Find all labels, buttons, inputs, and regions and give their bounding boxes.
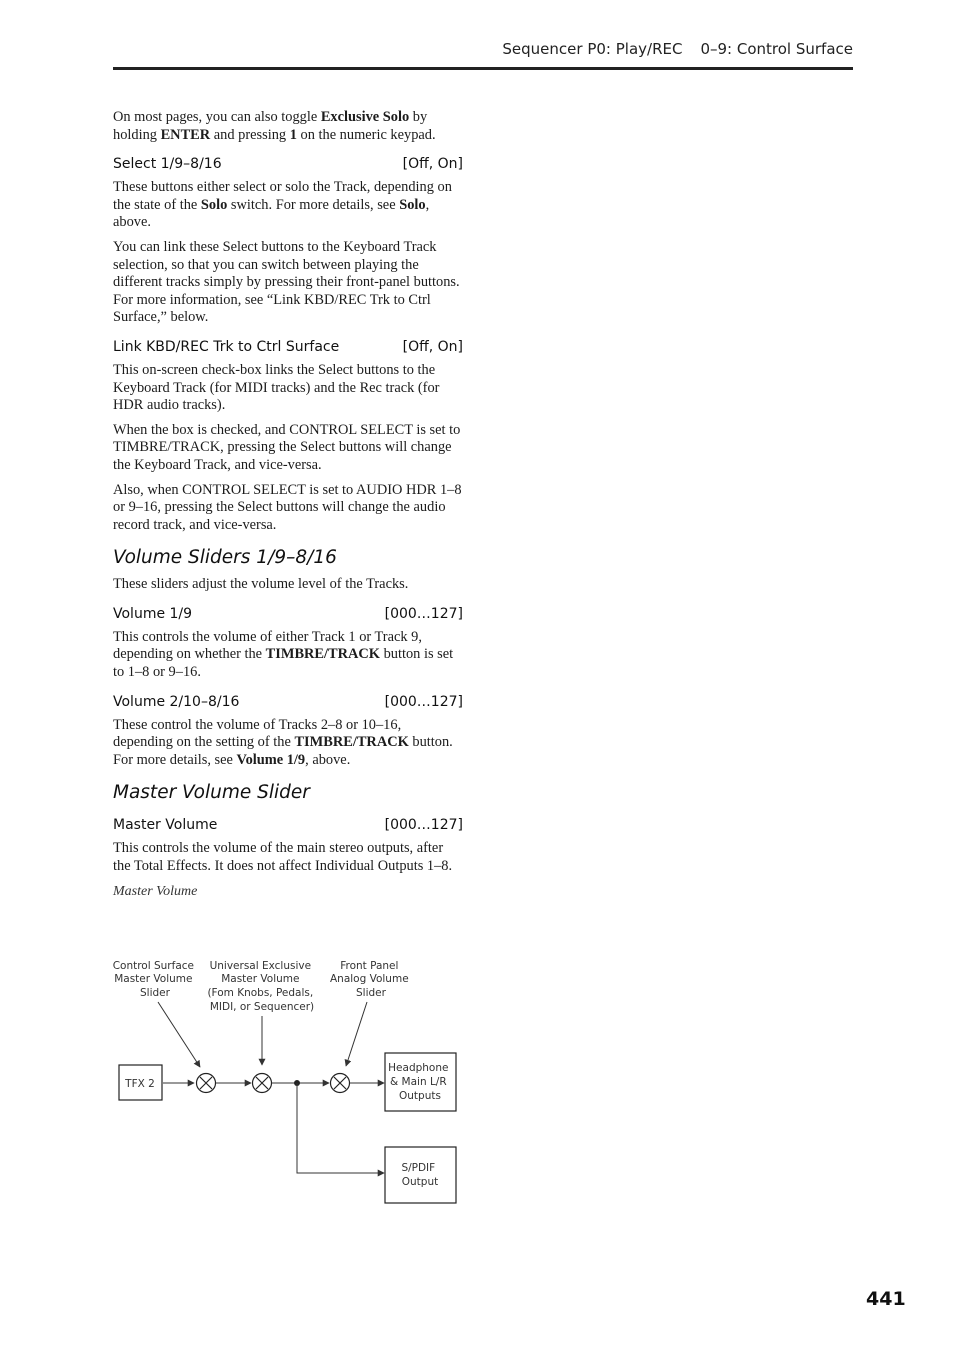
param-volume-2-10 xyxy=(113,694,463,711)
intro-paragraph: On most pages, you can also toggle Exclusive Solo by holding ENTER and pressing 1 on the numeric keypad. xyxy=(113,109,436,143)
heading-volume-sliders: Volume Sliders 1/9–8/16 xyxy=(113,547,337,569)
param-name: Volume 1/9 xyxy=(113,605,193,622)
spdif-output-box xyxy=(385,1147,456,1203)
multiplier-3 xyxy=(331,1074,350,1093)
header-rule xyxy=(113,67,853,70)
param-master-volume xyxy=(113,817,463,834)
header-section: Sequencer P0: Play/REC xyxy=(502,40,683,58)
arrow-control-surface xyxy=(158,1002,200,1067)
param-name: Volume 2/10–8/16 xyxy=(113,693,240,710)
text-column xyxy=(113,109,463,900)
figure-caption: Master Volume xyxy=(113,883,198,899)
spdif-branch-line xyxy=(297,1083,384,1173)
multiplier-2 xyxy=(253,1074,272,1093)
param-select xyxy=(113,156,463,173)
param-range: [Off, On] xyxy=(402,338,463,355)
multiplier-1 xyxy=(197,1074,216,1093)
param-range: [000…127] xyxy=(384,605,463,622)
param-range: [000…127] xyxy=(384,693,463,710)
master-volume-diagram xyxy=(113,950,473,1210)
volume-2-10-paragraph: These control the volume of Tracks 2–8 or 10–16, depending on the setting of the TIMBRE/TRACK button. For more details, see Volume 1/9, above. xyxy=(113,716,453,768)
volume-1-9-paragraph: This controls the volume of either Track 1 or Track 9, depending on whether the TIMBRE/TRACK button is set to 1–8 or 9–16. xyxy=(113,628,454,681)
param-volume-1-9 xyxy=(113,606,463,623)
param-name: Master Volume xyxy=(113,817,218,834)
param-name: Link KBD/REC Trk to Ctrl Surface xyxy=(113,338,340,355)
link-paragraph-2: When the box is checked, and CONTROL SELECT is set to TIMBRE/TRACK, pressing the Select buttons will change the Keyboard Track, and vice-versa. xyxy=(113,421,461,473)
select-paragraph-2: You can link these Select buttons to the Keyboard Track selection, so that you can switch between playing the different tracks simply by pressing their front-panel buttons. For more information, see “Link KBD/REC Trk to Ctrl Surface,” below. xyxy=(113,238,460,326)
heading-master-volume-slider: Master Volume Slider xyxy=(113,782,310,804)
param-link-kbd xyxy=(113,339,463,356)
header-subsection: 0–9: Control Surface xyxy=(700,40,853,58)
master-volume-paragraph: This controls the volume of the main stereo outputs, after the Total Effects. It does not affect Individual Outputs 1–8. xyxy=(113,840,453,875)
param-name: Select 1/9–8/16 xyxy=(113,156,222,173)
running-header xyxy=(113,40,853,58)
link-paragraph-3: Also, when CONTROL SELECT is set to AUDIO HDR 1–8 or 9–16, pressing the Select buttons will change the audio record track, and vice-versa. xyxy=(113,481,462,533)
param-range: [Off, On] xyxy=(402,156,463,173)
arrow-front-panel xyxy=(346,1002,367,1066)
tfx2-label: TFX 2 xyxy=(125,1078,155,1090)
param-range: [000…127] xyxy=(384,817,463,834)
label-front-panel: Front Panel Analog Volume Slider xyxy=(329,960,409,999)
headphone-output-label: Headphone & Main L/R Outputs xyxy=(388,1062,449,1102)
page-number: 441 xyxy=(866,1288,906,1310)
spdif-output-label: S/PDIF Output xyxy=(401,1162,439,1188)
link-paragraph-1: This on-screen check-box links the Select buttons to the Keyboard Track (for MIDI tracks) and the Rec track (for HDR audio tracks). xyxy=(113,361,440,414)
volume-sliders-paragraph: These sliders adjust the volume level of the Tracks. xyxy=(113,576,409,593)
select-paragraph-1: These buttons either select or solo the Track, depending on the state of the Solo switch. For more details, see Solo, above. xyxy=(113,179,452,231)
label-control-surface: Control Surface Master Volume Slider xyxy=(113,960,194,999)
label-universal-exclusive: Universal Exclusive Master Volume (Fom Knobs, Pedals, MIDI, or Sequencer) xyxy=(207,960,315,1013)
